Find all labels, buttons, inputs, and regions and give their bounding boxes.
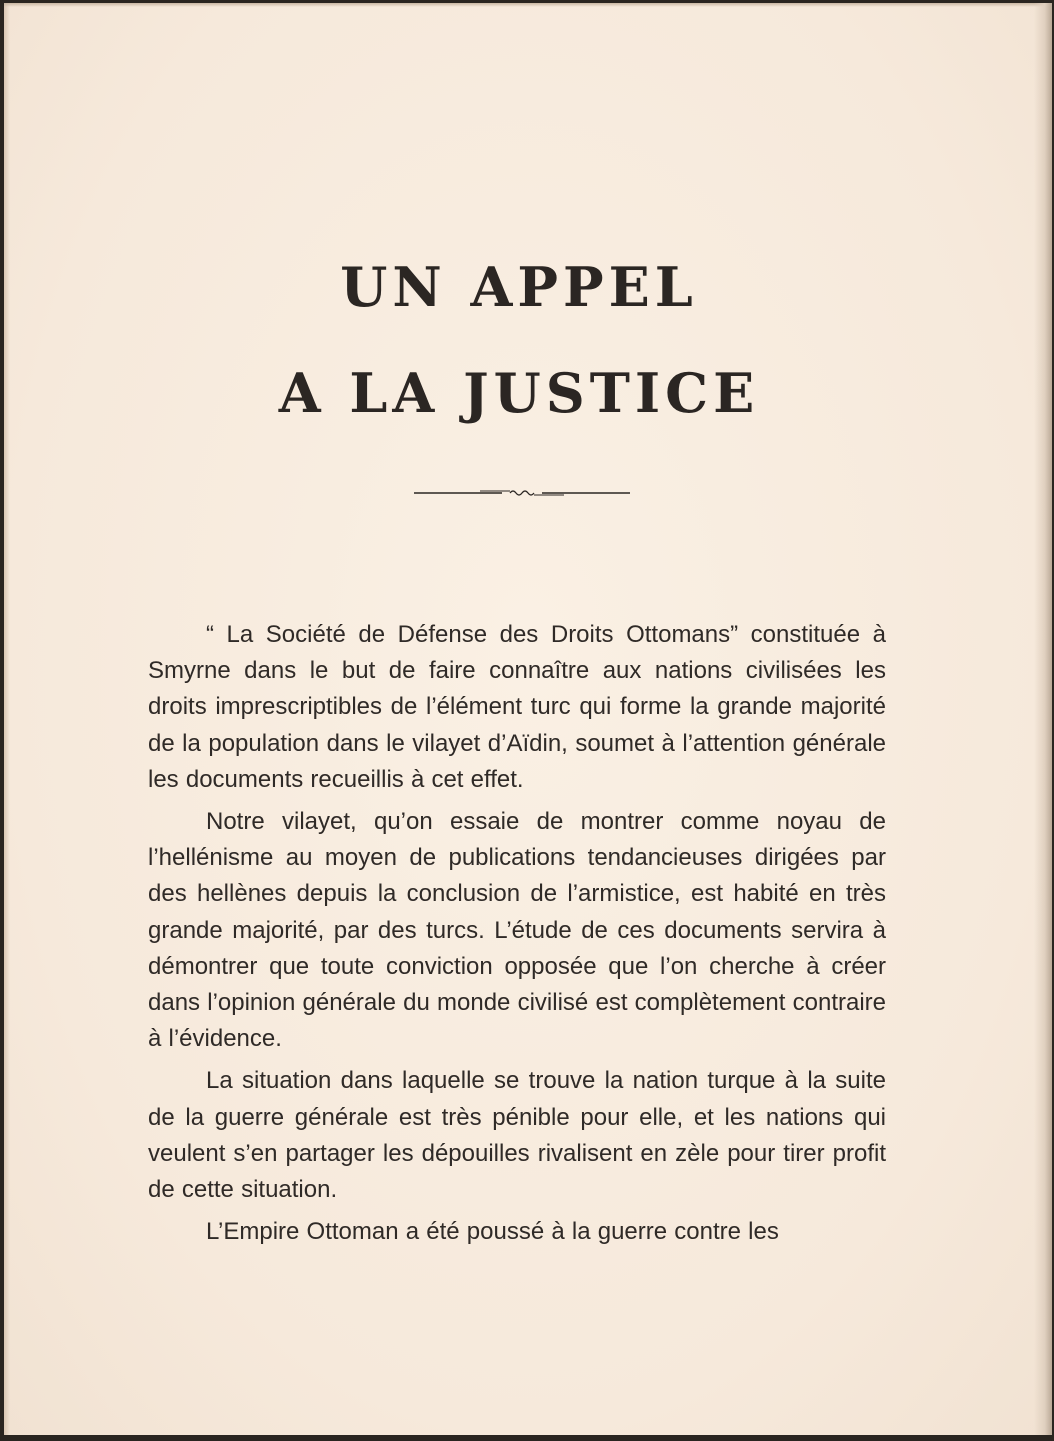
page-left-edge [4,3,10,1435]
ornament-divider-icon [414,487,630,499]
page-top-edge [4,3,1052,7]
body-text [148,617,886,1250]
title-line-2: A LA JUSTICE [278,361,760,425]
paragraph-2: Notre vilayet, qu’on essaie de montrer comme noyau de l’hellénisme au moyen de publications tendancieuses dirigées par des hellènes depuis la conclusion de l’armistice, est habité en très grande majorité, par des turcs. L’étude de ces documents servira à démontrer que toute conviction opposée que l’on cherche à créer dans l’opinion générale du monde civilisé est complètement contraire à l’évidence. [148,808,886,1053]
paragraph-4: L’Empire Ottoman a été poussé à la guerre contre les [206,1218,779,1246]
paragraph-3: La situation dans laquelle se trouve la nation turque à la suite de la guerre générale est très pénible pour elle, et les nations qui veulent s’en partager les dépouilles rivalisent en zèle pour tirer profit de cette situation. [148,1067,886,1204]
book-page [4,3,1052,1435]
page-right-edge [1034,3,1052,1435]
title-line-1: UN APPEL [340,255,698,319]
paragraph-1: “ La Société de Défense des Droits Ottomans” constituée à Smyrne dans le but de faire connaître aux nations civilisées les droits imprescriptibles de l’élément turc qui forme la grande majorité de la population dans le vilayet d’Aïdin, soumet à l’attention générale les documents recueillis à cet effet. [148,621,886,793]
